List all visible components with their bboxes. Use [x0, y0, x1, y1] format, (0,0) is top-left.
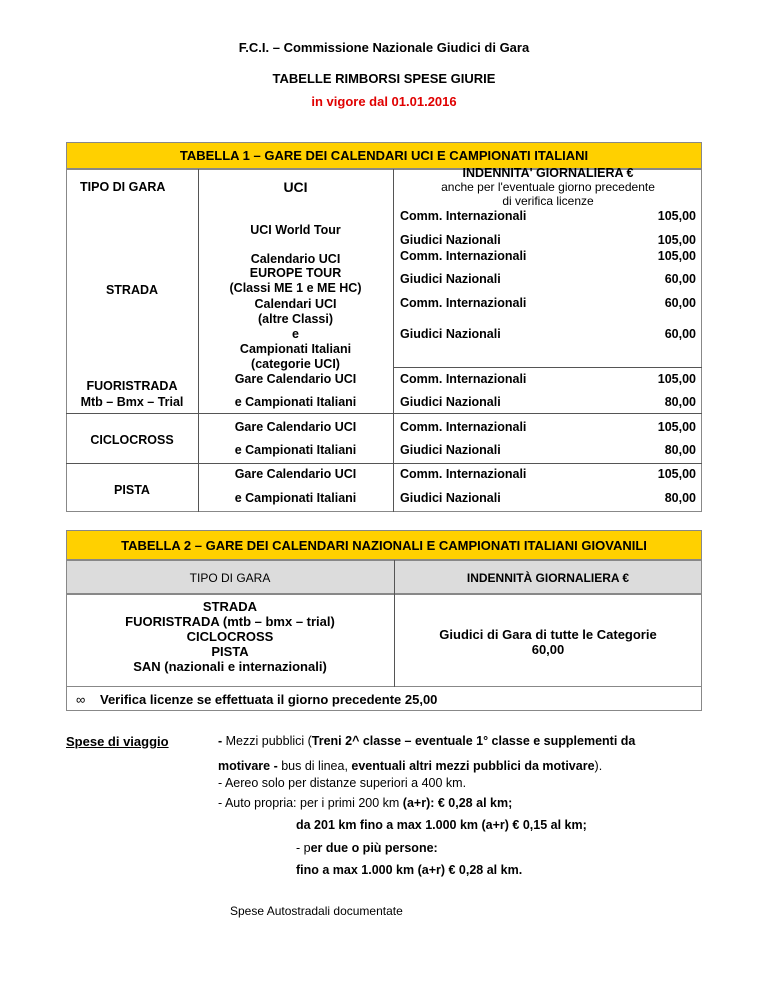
amount: 105,00: [657, 420, 696, 434]
table1-divider: [66, 463, 702, 464]
spese-text: motivare -: [218, 759, 282, 773]
amount: 80,00: [664, 491, 696, 505]
amount: 80,00: [664, 395, 696, 409]
amount: 80,00: [664, 443, 696, 457]
spese-line-2: [218, 759, 602, 774]
table2-col-indennita: INDENNITÀ GIORNALIERA €: [466, 571, 630, 585]
document-title: TABELLE RIMBORSI SPESE GIURIE: [272, 71, 496, 86]
table2-col-tipo: TIPO DI GARA: [189, 571, 271, 585]
amount: 105,00: [657, 209, 696, 223]
spese-line-7: fino a max 1.000 km (a+r) € 0,28 al km.: [296, 863, 523, 877]
spese-text: : € 0,28 al km;: [430, 796, 513, 810]
org-heading: F.C.I. – Commissione Nazionale Giudici di Gara: [238, 40, 530, 55]
row-pista: PISTA: [114, 483, 150, 497]
spese-line-3: - Aereo solo per distanze superiori a 400 km.: [218, 776, 467, 790]
row-strada: STRADA: [105, 283, 159, 297]
table1-col-indennita-note: anche per l'eventuale giorno precedente: [441, 180, 655, 194]
amount: 105,00: [657, 372, 696, 386]
table2-type: CICLOCROSS: [186, 629, 274, 644]
table2-title: TABELLA 2 – GARE DEI CALENDARI NAZIONALI E CAMPIONATI ITALIANI GIOVANILI: [121, 538, 647, 553]
amount: 60,00: [664, 327, 696, 341]
comm-int-label: Comm. Internazionali: [400, 420, 527, 434]
table1-divider: [393, 169, 394, 512]
spese-text: Treni 2^ classe – eventuale 1° classe e supplementi da: [311, 734, 636, 748]
spese-line-8: Spese Autostradali documentate: [230, 904, 403, 918]
comm-int-label: Comm. Internazionali: [400, 296, 527, 310]
amount: 105,00: [657, 249, 696, 263]
amount: 60,00: [664, 296, 696, 310]
europe-tour-label: Calendario UCI: [250, 252, 341, 266]
spese-line-4: [218, 796, 512, 811]
verifica-text: Verifica licenze se effettuata il giorno precedente 25,00: [100, 692, 438, 707]
spese-label: Spese di viaggio: [66, 734, 169, 749]
table1-divider: [393, 367, 702, 368]
spese-text: ).: [594, 759, 603, 773]
table1-col-indennita-note: di verifica licenze: [502, 194, 594, 208]
giud-naz-label: Giudici Nazionali: [400, 395, 501, 409]
table2-amount: 60,00: [531, 642, 565, 657]
spese-line-5: da 201 km fino a max 1.000 km (a+r) € 0,15 al km;: [296, 818, 587, 832]
gare-calendario: Gare Calendario UCI: [234, 467, 357, 481]
amount: 60,00: [664, 272, 696, 286]
spese-text: Mezzi pubblici (: [225, 734, 312, 748]
giud-naz-label: Giudici Nazionali: [400, 327, 501, 341]
spese-text: - p: [296, 841, 311, 855]
table2-type: PISTA: [211, 644, 249, 659]
table1-divider: [66, 413, 702, 414]
altre-classi-label: (categorie UCI): [251, 357, 340, 371]
giud-naz-label: Giudici Nazionali: [400, 443, 501, 457]
altre-classi-label: e: [292, 327, 299, 341]
altre-classi-label: (altre Classi): [257, 312, 334, 326]
campionati-italiani: e Campionati Italiani: [234, 491, 357, 505]
amount: 105,00: [657, 467, 696, 481]
giud-naz-label: Giudici Nazionali: [400, 233, 501, 247]
table1-col-indennita: INDENNITA' GIORNALIERA €: [462, 166, 634, 180]
altre-classi-label: Calendari UCI: [254, 297, 337, 311]
table1-col-tipo: TIPO DI GARA: [80, 180, 166, 194]
row-fuoristrada-sub: Mtb – Bmx – Trial: [80, 395, 184, 409]
spese-line-6: [296, 841, 438, 856]
spese-text: (a+r): [402, 796, 431, 810]
uci-world-tour: UCI World Tour: [250, 223, 341, 237]
spese-text: er due o più persone:: [310, 841, 438, 855]
table1-col-uci: UCI: [283, 179, 308, 195]
europe-tour-label: EUROPE TOUR: [249, 266, 342, 280]
giud-naz-label: Giudici Nazionali: [400, 491, 501, 505]
giud-naz-label: Giudici Nazionali: [400, 272, 501, 286]
table2-type: FUORISTRADA (mtb – bmx – trial): [125, 614, 335, 629]
table2-type: SAN (nazionali e internazionali): [133, 659, 327, 674]
row-ciclocross: CICLOCROSS: [90, 433, 174, 447]
table2-type: STRADA: [202, 599, 258, 614]
spese-text: eventuali altri mezzi pubblici da motivare: [351, 759, 595, 773]
spese-dash: -: [218, 734, 226, 748]
europe-tour-label: (Classi ME 1 e ME HC): [229, 281, 362, 295]
comm-int-label: Comm. Internazionali: [400, 467, 527, 481]
spese-line-1: [218, 734, 635, 749]
gare-calendario: Gare Calendario UCI: [234, 372, 357, 386]
comm-int-label: Comm. Internazionali: [400, 209, 527, 223]
comm-int-label: Comm. Internazionali: [400, 249, 527, 263]
campionati-italiani: e Campionati Italiani: [234, 443, 357, 457]
gare-calendario: Gare Calendario UCI: [234, 420, 357, 434]
comm-int-label: Comm. Internazionali: [400, 372, 527, 386]
spese-text: bus di linea,: [281, 759, 352, 773]
amount: 105,00: [657, 233, 696, 247]
document-subtitle: in vigore dal 01.01.2016: [311, 94, 457, 109]
altre-classi-label: Campionati Italiani: [239, 342, 352, 356]
campionati-italiani: e Campionati Italiani: [234, 395, 357, 409]
spese-text: - Auto propria: per i primi 200 km: [218, 796, 403, 810]
table2-judges: Giudici di Gara di tutte le Categorie: [439, 627, 657, 642]
table1-title: TABELLA 1 – GARE DEI CALENDARI UCI E CAMPIONATI ITALIANI: [179, 148, 589, 163]
infinity-bullet-icon: ∞: [76, 692, 86, 707]
row-fuoristrada: FUORISTRADA: [86, 379, 178, 393]
